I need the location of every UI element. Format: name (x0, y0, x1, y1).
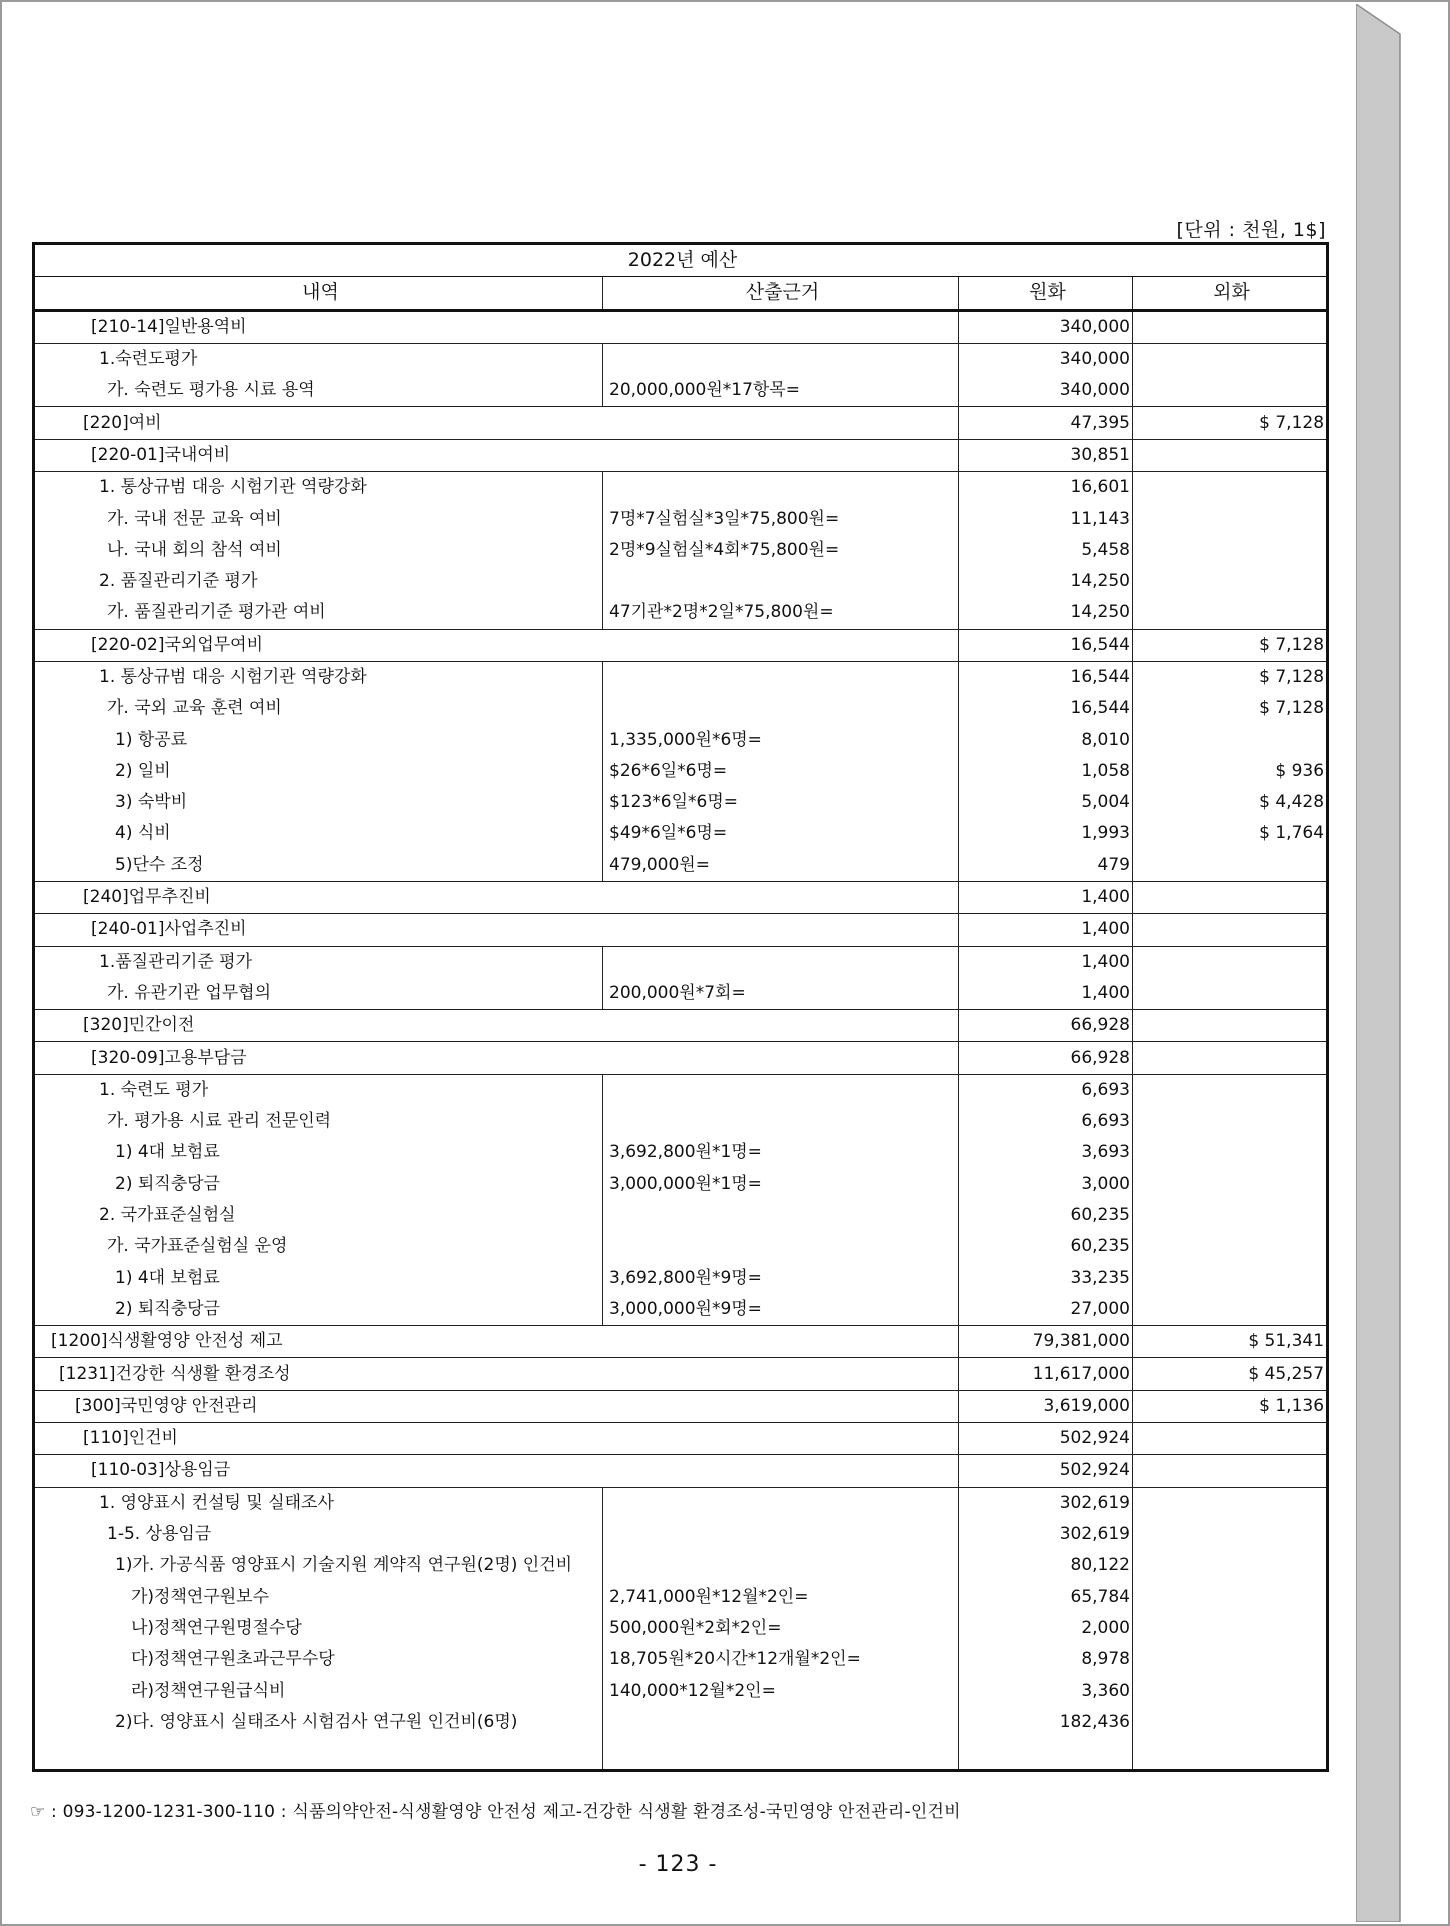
table-header-row (34, 277, 1328, 310)
page-number: - 123 - (638, 1852, 718, 1877)
table-row (34, 629, 1328, 661)
row-usd (1133, 503, 1328, 534)
row-usd (1133, 978, 1328, 1010)
table-row (34, 535, 1328, 566)
table-row (34, 310, 1328, 343)
row-usd (1133, 310, 1328, 343)
row-item: 가. 유관기관 업무협의 (34, 978, 603, 1010)
table-row (34, 1326, 1328, 1358)
table-row (34, 1487, 1328, 1519)
row-basis (603, 1200, 959, 1231)
row-krw: 60,235 (959, 1231, 1133, 1262)
row-usd (1133, 1581, 1328, 1612)
row-basis: 47기관*2명*2일*75,800원= (603, 597, 959, 629)
row-usd (1133, 1263, 1328, 1294)
row-item: [300]국민영양 안전관리 (34, 1390, 959, 1422)
row-basis (603, 661, 959, 693)
row-krw: 1,400 (959, 881, 1133, 913)
row-basis (603, 343, 959, 375)
row-item: 나. 국내 회의 참석 여비 (34, 535, 603, 566)
row-usd (1133, 1707, 1328, 1738)
row-krw: 16,544 (959, 693, 1133, 724)
row-krw: 11,617,000 (959, 1358, 1133, 1390)
row-krw: 66,928 (959, 1010, 1133, 1042)
row-item: 5)단수 조정 (34, 850, 603, 882)
row-item: 1) 항공료 (34, 724, 603, 755)
row-item: 가. 국외 교육 훈련 여비 (34, 693, 603, 724)
row-item: 4) 식비 (34, 818, 603, 849)
row-krw: 5,458 (959, 535, 1133, 566)
table-row (34, 1010, 1328, 1042)
table-row (34, 724, 1328, 755)
table-row (34, 343, 1328, 375)
header-usd: 외화 (1133, 277, 1328, 310)
row-krw: 502,924 (959, 1422, 1133, 1454)
table-row (34, 914, 1328, 946)
table-row (34, 1358, 1328, 1390)
row-basis: 18,705원*20시간*12개월*2인= (603, 1644, 959, 1675)
row-basis: $26*6일*6명= (603, 756, 959, 787)
row-item: 가. 국내 전문 교육 여비 (34, 503, 603, 534)
row-basis: 3,692,800원*1명= (603, 1137, 959, 1168)
row-usd (1133, 439, 1328, 471)
row-basis (603, 1519, 959, 1550)
row-item: 가. 품질관리기준 평가관 여비 (34, 597, 603, 629)
table-row (34, 1422, 1328, 1454)
row-krw: 11,143 (959, 503, 1133, 534)
row-krw: 60,235 (959, 1200, 1133, 1231)
row-basis (603, 693, 959, 724)
row-basis (603, 472, 959, 504)
row-usd: $ 7,128 (1133, 661, 1328, 693)
row-krw: 479 (959, 850, 1133, 882)
row-usd (1133, 1294, 1328, 1326)
row-item: [1231]건강한 식생활 환경조성 (34, 1358, 959, 1390)
row-usd (1133, 946, 1328, 978)
row-krw: 1,400 (959, 946, 1133, 978)
table-row (34, 946, 1328, 978)
row-usd (1133, 914, 1328, 946)
header-item: 내역 (34, 277, 603, 310)
row-usd (1133, 343, 1328, 375)
table-row (34, 978, 1328, 1010)
unit-note: [단위 : 천원, 1$] (1176, 219, 1326, 241)
row-usd: $ 7,128 (1133, 693, 1328, 724)
header-basis: 산출근거 (603, 277, 959, 310)
row-item: 1. 영양표시 컨설팅 및 실태조사 (34, 1487, 603, 1519)
table-row (34, 597, 1328, 629)
row-krw: 1,400 (959, 914, 1133, 946)
row-basis (603, 1231, 959, 1262)
table-row (34, 1644, 1328, 1675)
row-item: 1.품질관리기준 평가 (34, 946, 603, 978)
table-row (34, 850, 1328, 882)
row-item: 나)정책연구원명절수당 (34, 1613, 603, 1644)
row-item: 1. 통상규범 대응 시험기관 역량강화 (34, 472, 603, 504)
row-krw: 340,000 (959, 375, 1133, 407)
table-row (34, 1231, 1328, 1262)
row-usd (1133, 1200, 1328, 1231)
gap-cell (1133, 1738, 1328, 1771)
row-item: 1. 숙련도 평가 (34, 1074, 603, 1106)
table-row (34, 1106, 1328, 1137)
row-krw: 2,000 (959, 1613, 1133, 1644)
row-item: [220-02]국외업무여비 (34, 629, 959, 661)
row-krw: 16,601 (959, 472, 1133, 504)
gap-cell (959, 1738, 1133, 1771)
row-krw: 6,693 (959, 1106, 1133, 1137)
row-usd (1133, 375, 1328, 407)
table-row (34, 1200, 1328, 1231)
table-row (34, 439, 1328, 471)
row-item: 가)정책연구원보수 (34, 1581, 603, 1612)
row-basis: 1,335,000원*6명= (603, 724, 959, 755)
row-item: 2) 퇴직충당금 (34, 1169, 603, 1200)
budget-table (32, 242, 1329, 1772)
row-item: 3) 숙박비 (34, 787, 603, 818)
row-krw: 1,058 (959, 756, 1133, 787)
row-item: 2)다. 영양표시 실태조사 시험검사 연구원 인건비(6명) (34, 1707, 603, 1738)
row-item: 다)정책연구원초과근무수당 (34, 1644, 603, 1675)
row-krw: 340,000 (959, 343, 1133, 375)
row-usd (1133, 1422, 1328, 1454)
row-item: [240-01]사업추진비 (34, 914, 959, 946)
table-row (34, 756, 1328, 787)
row-basis: 500,000원*2회*2인= (603, 1613, 959, 1644)
table-row (34, 1042, 1328, 1074)
table-bottom-gap (34, 1738, 1328, 1771)
table-row (34, 661, 1328, 693)
row-item: 1) 4대 보험료 (34, 1263, 603, 1294)
row-basis (603, 1106, 959, 1137)
row-krw: 27,000 (959, 1294, 1133, 1326)
row-item: 2. 국가표준실험실 (34, 1200, 603, 1231)
row-krw: 3,360 (959, 1675, 1133, 1706)
row-usd: $ 4,428 (1133, 787, 1328, 818)
row-item: 1)가. 가공식품 영양표시 기술지원 계약직 연구원(2명) 인건비 (34, 1550, 603, 1581)
header-krw: 원화 (959, 277, 1133, 310)
row-krw: 302,619 (959, 1487, 1133, 1519)
row-basis: 3,692,800원*9명= (603, 1263, 959, 1294)
table-row (34, 407, 1328, 439)
row-usd: $ 1,764 (1133, 818, 1328, 849)
table-row (34, 1707, 1328, 1738)
row-item: 1.숙련도평가 (34, 343, 603, 375)
row-usd (1133, 1487, 1328, 1519)
table-row (34, 1455, 1328, 1487)
gap-cell (34, 1738, 603, 1771)
gap-cell (603, 1738, 959, 1771)
table-row (34, 1074, 1328, 1106)
row-krw: 1,993 (959, 818, 1133, 849)
table-title-row (34, 244, 1328, 277)
row-basis: 3,000,000원*1명= (603, 1169, 959, 1200)
row-usd (1133, 1455, 1328, 1487)
row-krw: 16,544 (959, 661, 1133, 693)
row-krw: 47,395 (959, 407, 1133, 439)
row-usd (1133, 1137, 1328, 1168)
row-usd (1133, 850, 1328, 882)
row-basis: 479,000원= (603, 850, 959, 882)
table-row (34, 1390, 1328, 1422)
row-item: [1200]식생활영양 안전성 제고 (34, 1326, 959, 1358)
table-row (34, 1263, 1328, 1294)
table-row (34, 787, 1328, 818)
row-item: [320]민간이전 (34, 1010, 959, 1042)
row-usd (1133, 1042, 1328, 1074)
row-basis: 140,000*12월*2인= (603, 1675, 959, 1706)
row-basis: 200,000원*7회= (603, 978, 959, 1010)
row-item: [110-03]상용임금 (34, 1455, 959, 1487)
row-item: [320-09]고용부담금 (34, 1042, 959, 1074)
row-usd (1133, 1231, 1328, 1262)
row-krw: 3,693 (959, 1137, 1133, 1168)
table-row (34, 1294, 1328, 1326)
footnote: ☞ : 093-1200-1231-300-110 : 식품의약안전-식생활영양 안전성 제고-건강한 식생활 환경조성-국민영양 안전관리-인건비 (30, 1802, 961, 1822)
row-krw: 302,619 (959, 1519, 1133, 1550)
row-item: 가. 평가용 시료 관리 전문인력 (34, 1106, 603, 1137)
row-krw: 66,928 (959, 1042, 1133, 1074)
table-title: 2022년 예산 (34, 244, 1328, 277)
row-item: [220]여비 (34, 407, 959, 439)
table-row (34, 1169, 1328, 1200)
row-krw: 33,235 (959, 1263, 1133, 1294)
table-row (34, 503, 1328, 534)
row-usd: $ 51,341 (1133, 1326, 1328, 1358)
row-basis: 20,000,000원*17항목= (603, 375, 959, 407)
row-basis: $123*6일*6명= (603, 787, 959, 818)
row-usd (1133, 881, 1328, 913)
table-row (34, 1519, 1328, 1550)
row-item: 1. 통상규범 대응 시험기관 역량강화 (34, 661, 603, 693)
table-row (34, 1550, 1328, 1581)
row-basis: 2,741,000원*12월*2인= (603, 1581, 959, 1612)
page-edge-shadow (1356, 4, 1446, 1922)
row-basis: 3,000,000원*9명= (603, 1294, 959, 1326)
row-usd (1133, 566, 1328, 597)
row-usd (1133, 472, 1328, 504)
row-item: 가. 숙련도 평가용 시료 용역 (34, 375, 603, 407)
row-usd (1133, 1519, 1328, 1550)
row-usd (1133, 1106, 1328, 1137)
table-row (34, 375, 1328, 407)
row-item: 2. 품질관리기준 평가 (34, 566, 603, 597)
row-item: 2) 퇴직충당금 (34, 1294, 603, 1326)
row-krw: 8,978 (959, 1644, 1133, 1675)
row-krw: 8,010 (959, 724, 1133, 755)
row-krw: 3,619,000 (959, 1390, 1133, 1422)
row-usd (1133, 724, 1328, 755)
row-item: [210-14]일반용역비 (34, 310, 959, 343)
row-basis (603, 1074, 959, 1106)
table-body (34, 310, 1328, 1771)
row-usd: $ 936 (1133, 756, 1328, 787)
table-row (34, 1137, 1328, 1168)
row-basis (603, 566, 959, 597)
row-usd: $ 7,128 (1133, 407, 1328, 439)
row-krw: 16,544 (959, 629, 1133, 661)
table-row (34, 1581, 1328, 1612)
row-basis (603, 1487, 959, 1519)
row-usd: $ 7,128 (1133, 629, 1328, 661)
row-krw: 65,784 (959, 1581, 1133, 1612)
table-row (34, 881, 1328, 913)
row-usd (1133, 1550, 1328, 1581)
row-krw: 3,000 (959, 1169, 1133, 1200)
row-usd: $ 45,257 (1133, 1358, 1328, 1390)
row-krw: 5,004 (959, 787, 1133, 818)
row-item: [240]업무추진비 (34, 881, 959, 913)
row-basis (603, 1550, 959, 1581)
row-basis: $49*6일*6명= (603, 818, 959, 849)
row-usd: $ 1,136 (1133, 1390, 1328, 1422)
row-krw: 1,400 (959, 978, 1133, 1010)
row-usd (1133, 1675, 1328, 1706)
table-row (34, 1675, 1328, 1706)
row-usd (1133, 535, 1328, 566)
row-krw: 30,851 (959, 439, 1133, 471)
row-usd (1133, 1010, 1328, 1042)
row-krw: 340,000 (959, 310, 1133, 343)
row-usd (1133, 597, 1328, 629)
table-row (34, 566, 1328, 597)
row-basis (603, 946, 959, 978)
row-item: 1-5. 상용임금 (34, 1519, 603, 1550)
row-basis: 7명*7실험실*3일*75,800원= (603, 503, 959, 534)
row-krw: 6,693 (959, 1074, 1133, 1106)
table-row (34, 472, 1328, 504)
row-usd (1133, 1169, 1328, 1200)
row-krw: 80,122 (959, 1550, 1133, 1581)
row-krw: 79,381,000 (959, 1326, 1133, 1358)
row-krw: 14,250 (959, 566, 1133, 597)
row-krw: 182,436 (959, 1707, 1133, 1738)
table-row (34, 1613, 1328, 1644)
table-row (34, 693, 1328, 724)
row-krw: 14,250 (959, 597, 1133, 629)
row-item: 1) 4대 보험료 (34, 1137, 603, 1168)
row-item: [220-01]국내여비 (34, 439, 959, 471)
table-row (34, 818, 1328, 849)
row-item: 라)정책연구원급식비 (34, 1675, 603, 1706)
row-item: 가. 국가표준실험실 운영 (34, 1231, 603, 1262)
row-krw: 502,924 (959, 1455, 1133, 1487)
row-usd (1133, 1074, 1328, 1106)
row-item: [110]인건비 (34, 1422, 959, 1454)
row-item: 2) 일비 (34, 756, 603, 787)
row-usd (1133, 1644, 1328, 1675)
row-basis (603, 1707, 959, 1738)
row-usd (1133, 1613, 1328, 1644)
row-basis: 2명*9실험실*4회*75,800원= (603, 535, 959, 566)
